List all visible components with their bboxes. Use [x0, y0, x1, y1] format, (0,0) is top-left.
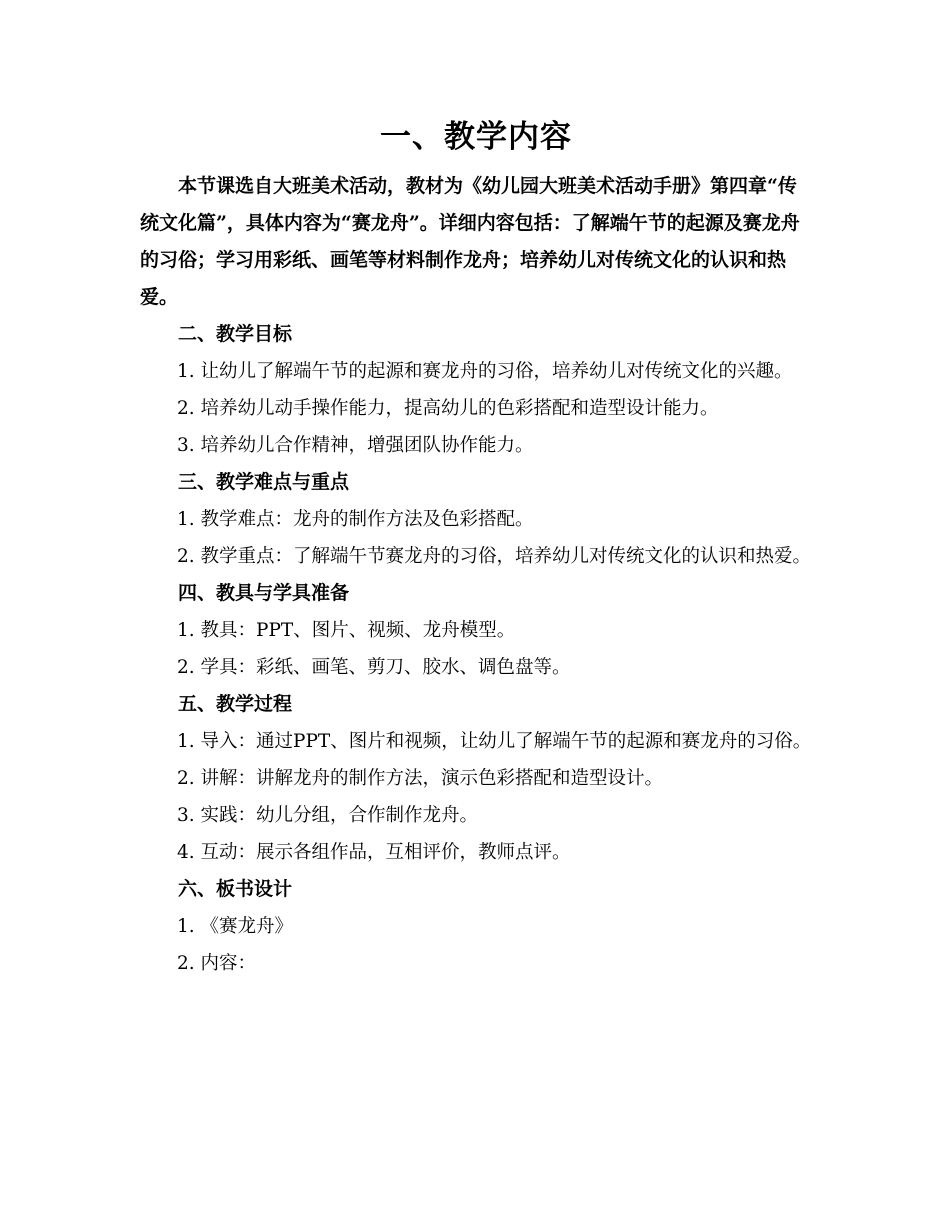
page-title: 一、教学内容 — [380, 119, 572, 155]
list-item: 2. 教学重点：了解端午节赛龙舟的习俗，培养幼儿对传统文化的认识和热爱。 — [177, 546, 812, 567]
list-item: 3. 培养幼儿合作精神，增强团队协作能力。 — [177, 435, 534, 456]
section-difficulties-focus — [140, 464, 812, 575]
list-item: 2. 内容： — [177, 953, 257, 974]
intro-paragraph: 本节课选自大班美术活动，教材为《幼儿园大班美术活动手册》第四章“传统文化篇”，具体内容为“赛龙舟”。详细内容包括：了解端午节的起源及赛龙舟的习俗；学习用彩纸、画笔等材料制作龙舟；培养幼儿对传统文化的认识和热爱。 — [140, 175, 800, 308]
section-heading: 六、板书设计 — [178, 878, 293, 900]
list-item: 1. 导入：通过PPT、图片和视频，让幼儿了解端午节的起源和赛龙舟的习俗。 — [177, 731, 812, 752]
section-heading: 五、教学过程 — [178, 693, 293, 715]
section-heading: 四、教具与学具准备 — [178, 582, 350, 604]
section-teaching-process — [140, 686, 812, 871]
list-item: 1. 教学难点：龙舟的制作方法及色彩搭配。 — [177, 509, 534, 530]
list-item: 3. 实践：幼儿分组，合作制作龙舟。 — [177, 805, 479, 826]
section-blackboard-design — [140, 871, 812, 982]
section-teaching-goals — [140, 316, 812, 464]
list-item: 1. 教具：PPT、图片、视频、龙舟模型。 — [177, 620, 516, 641]
list-item: 1. 让幼儿了解端午节的起源和赛龙舟的习俗，培养幼儿对传统文化的兴趣。 — [177, 361, 793, 382]
list-item: 4. 互动：展示各组作品，互相评价，教师点评。 — [177, 842, 571, 863]
list-item: 2. 培养幼儿动手操作能力，提高幼儿的色彩搭配和造型设计能力。 — [177, 398, 719, 419]
list-item: 1. 《赛龙舟》 — [177, 916, 294, 937]
section-materials — [140, 575, 812, 686]
section-heading: 三、教学难点与重点 — [178, 471, 350, 493]
list-item: 2. 学具：彩纸、画笔、剪刀、胶水、调色盘等。 — [177, 657, 571, 678]
list-item: 2. 讲解：讲解龙舟的制作方法，演示色彩搭配和造型设计。 — [177, 768, 664, 789]
section-heading: 二、教学目标 — [178, 323, 293, 345]
